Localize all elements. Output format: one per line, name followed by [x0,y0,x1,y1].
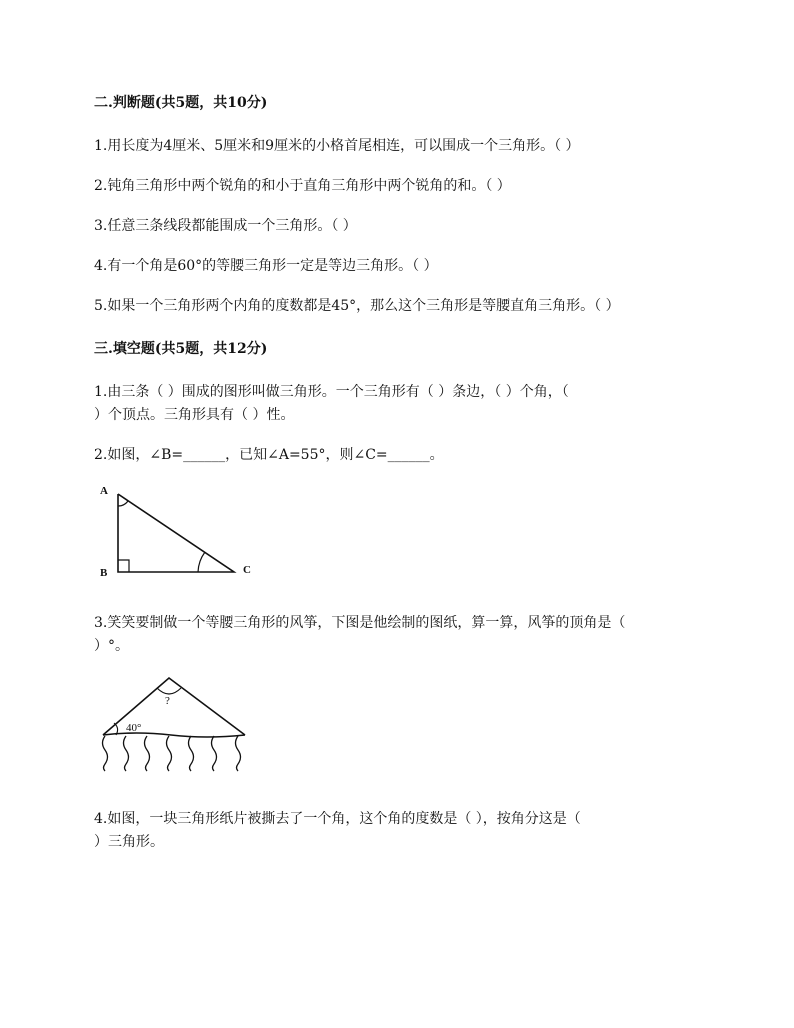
section-3-title: 三.填空题(共5题，共12分) [94,341,268,357]
angle-c-arc [198,552,205,572]
judge-question-1: 1.用长度为4厘米、5厘米和9厘米的小格首尾相连，可以围成一个三角形。（ ） [94,138,580,154]
judge-question-3: 3.任意三条线段都能围成一个三角形。（ ） [94,218,357,234]
fill-question-1-line-1: 1.由三条（ ）围成的图形叫做三角形。一个三角形有（ ）条边，（ ）个角，（ [94,384,569,400]
base-angle-label: 40° [126,722,142,734]
fill-question-2: 2.如图，∠B=______，已知∠A=55°，则∠C=______。 [94,447,444,463]
kite-sides [103,678,245,735]
fill-question-3-line-1: 3.笑笑要制做一个等腰三角形的风筝，下图是他绘制的图纸，算一算，风筝的顶角是（ [94,615,626,631]
apex-unknown-label: ? [165,695,170,707]
judge-question-2: 2.钝角三角形中两个锐角的和小于直角三角形中两个锐角的和。（ ） [94,178,511,194]
section-2-title: 二.判断题(共5题，共10分) [94,95,268,111]
fill-question-4-line-1: 4.如图，一块三角形纸片被撕去了一个角，这个角的度数是（ ），按角分这是（ [94,811,581,827]
vertex-label-b: B [100,567,108,579]
kite-figure [96,672,256,774]
fill-question-1-line-2: ）个顶点。三角形具有（ ）性。 [94,407,295,423]
triangle-outline [118,494,234,572]
right-angle-mark [118,560,129,572]
vertex-label-a: A [100,485,108,497]
right-triangle-figure [94,480,264,580]
judge-question-4: 4.有一个角是60°的等腰三角形一定是等边三角形。（ ） [94,258,438,274]
apex-angle-arc [157,688,181,694]
angle-a-arc [118,501,128,506]
kite-tails [103,736,241,771]
kite-base [103,733,245,737]
vertex-label-c: C [243,564,251,576]
fill-question-3-line-2: ）°。 [94,638,129,654]
fill-question-4-line-2: ）三角形。 [94,834,164,850]
judge-question-5: 5.如果一个三角形两个内角的度数都是45°，那么这个三角形是等腰直角三角形。（ ） [94,298,620,314]
